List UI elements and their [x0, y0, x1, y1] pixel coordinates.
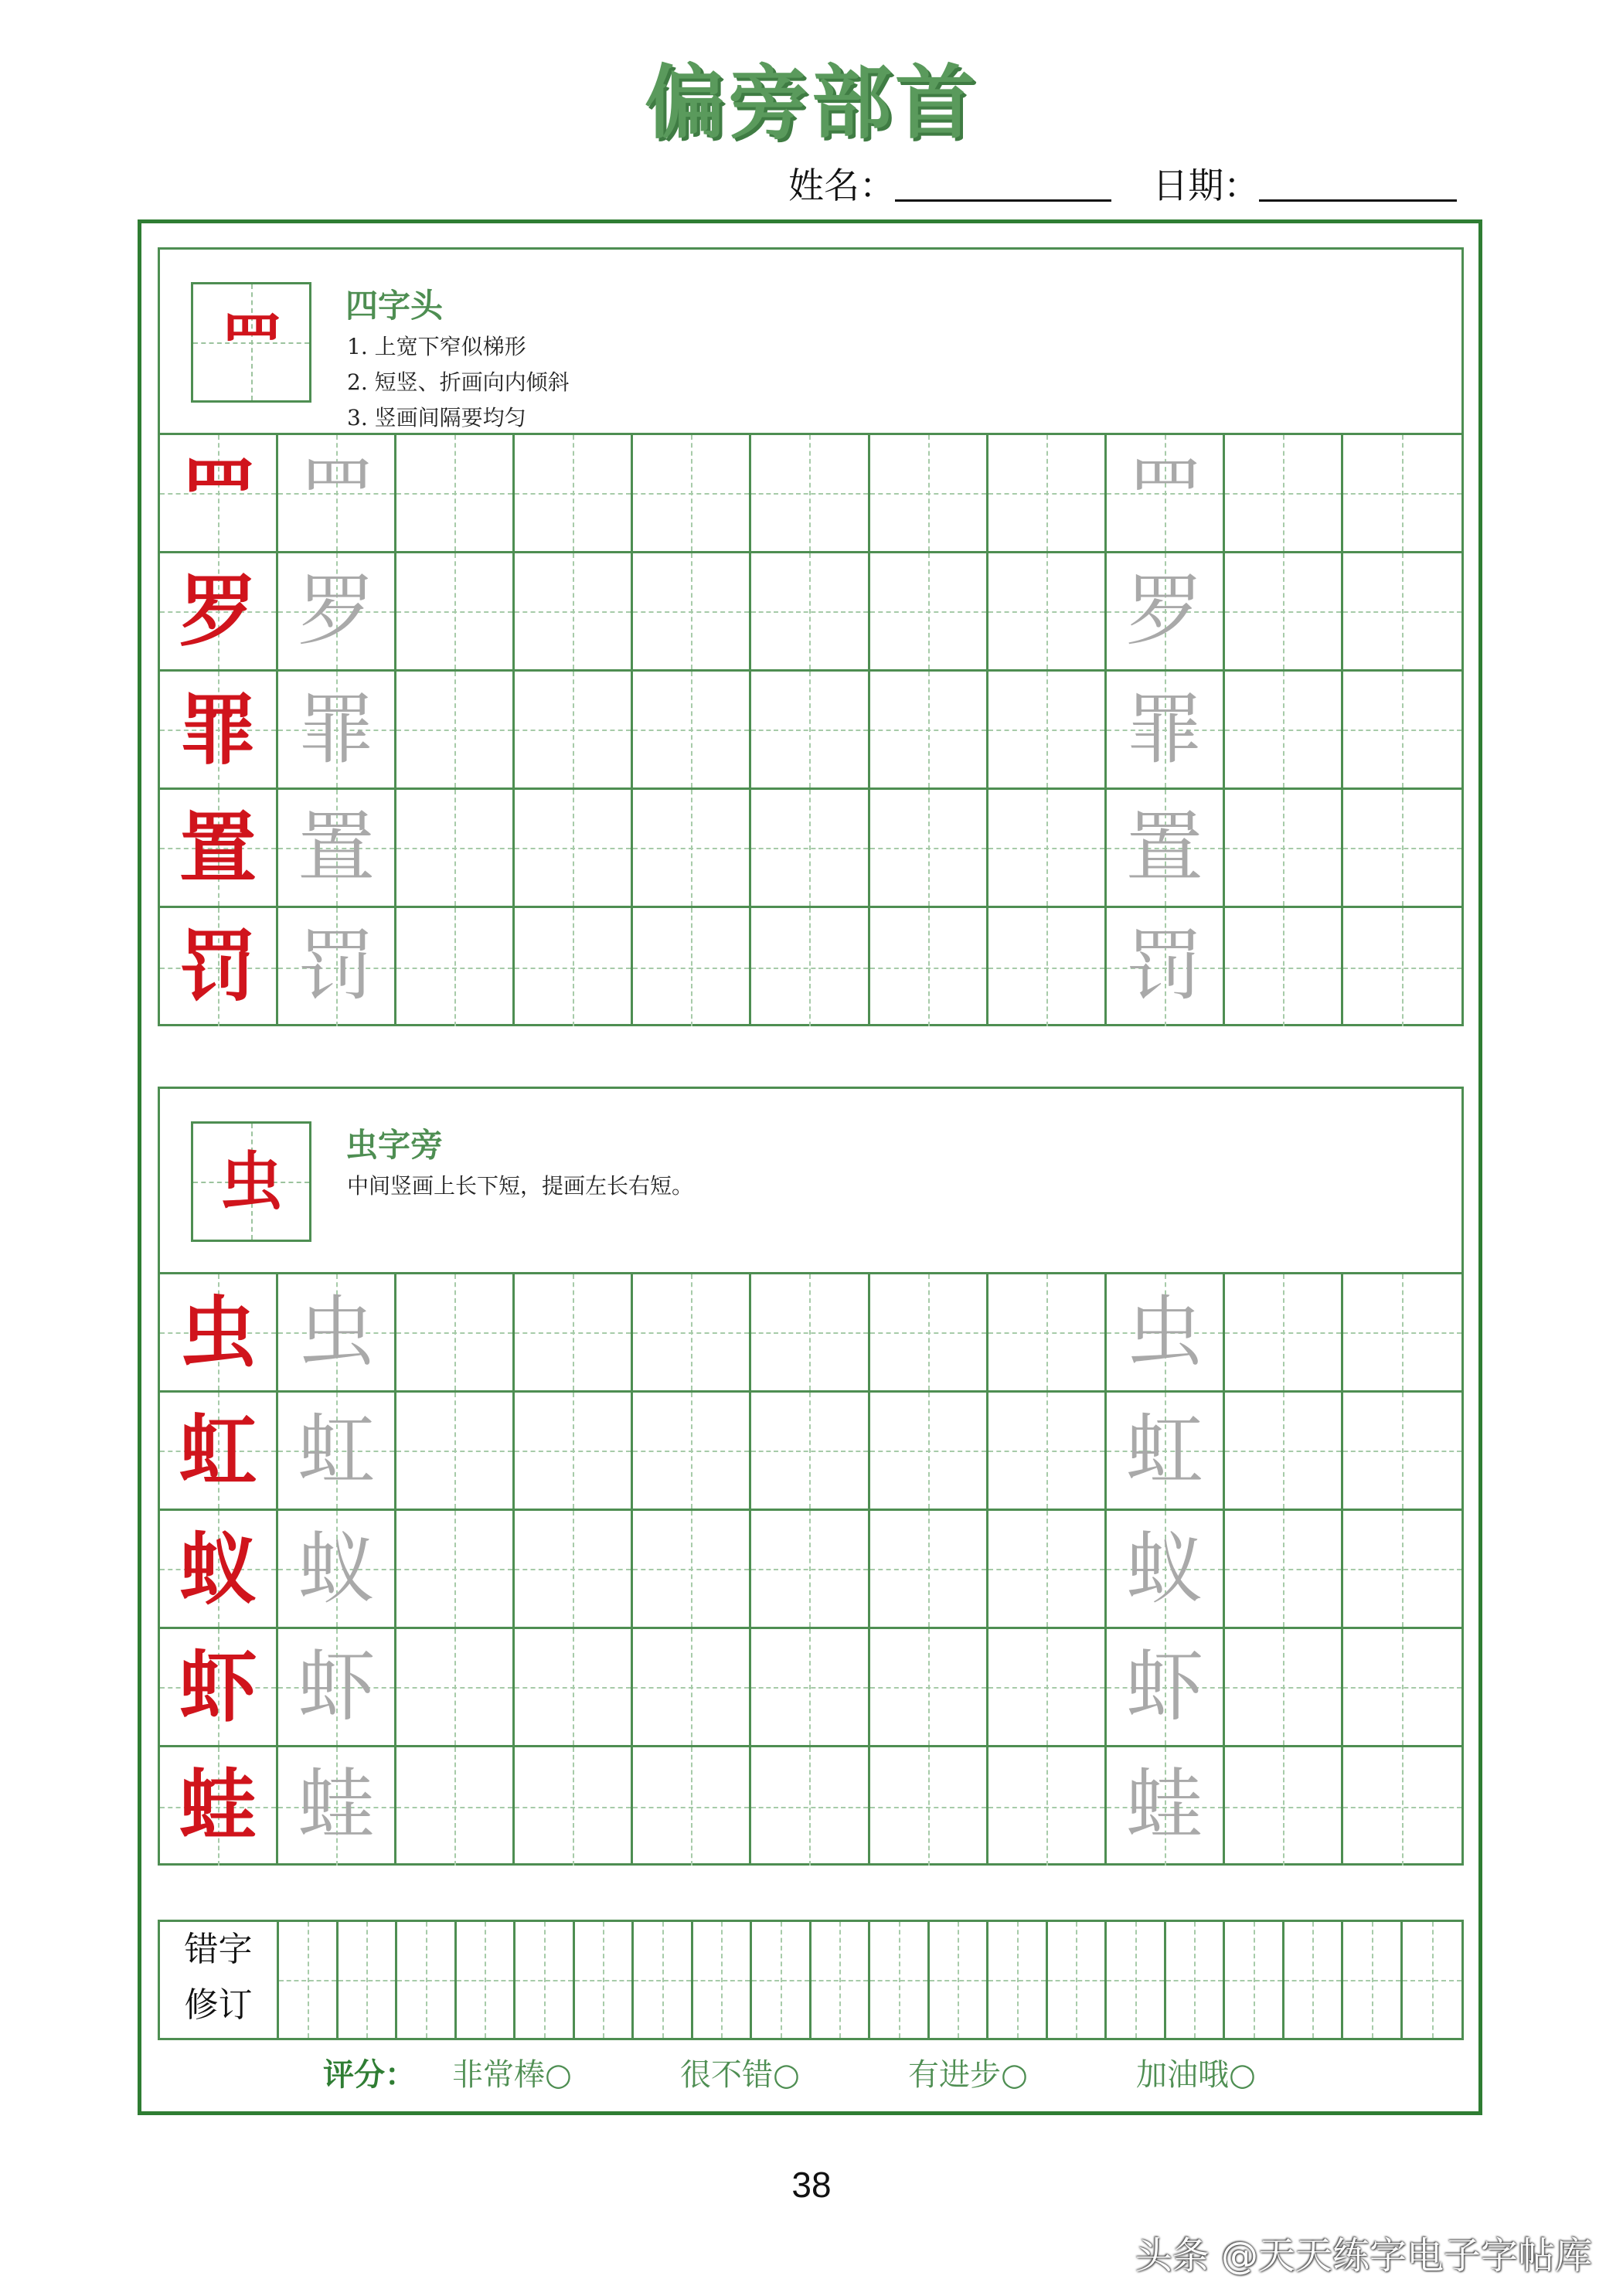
practice-cell[interactable] — [515, 1511, 633, 1629]
radical-char: 罒 — [219, 305, 283, 379]
practice-row — [160, 435, 1461, 553]
practice-cell[interactable] — [988, 1511, 1107, 1629]
correction-cell[interactable] — [988, 1922, 1048, 2038]
practice-cell[interactable] — [751, 1393, 869, 1511]
date-blank[interactable] — [1259, 168, 1457, 202]
trace-char: 蚁 — [298, 1523, 376, 1614]
model-char: 罚 — [179, 920, 257, 1012]
practice-cell[interactable] — [633, 672, 751, 790]
practice-cell[interactable] — [751, 1629, 869, 1747]
practice-cell[interactable] — [1343, 553, 1461, 672]
practice-cell[interactable] — [1343, 1511, 1461, 1629]
trace-char: 虾 — [298, 1641, 376, 1732]
trace-char: 罒 — [298, 447, 376, 538]
practice-cell[interactable] — [1343, 908, 1461, 1026]
section-name: 四字头 — [345, 287, 444, 325]
trace-char: 罒 — [1125, 447, 1203, 538]
trace-char: 蛙 — [298, 1760, 376, 1850]
practice-cell[interactable] — [633, 1511, 751, 1629]
practice-row — [160, 1393, 1461, 1511]
rating-bar — [0, 2048, 1623, 2102]
practice-cell[interactable] — [278, 1511, 396, 1629]
practice-cell[interactable] — [515, 672, 633, 790]
practice-cell[interactable] — [1107, 1393, 1225, 1511]
practice-cell[interactable] — [633, 553, 751, 672]
radical-char: 虫 — [219, 1145, 283, 1219]
practice-cell[interactable] — [1225, 435, 1343, 553]
correction-cell[interactable] — [634, 1922, 693, 2038]
practice-cell[interactable] — [160, 553, 278, 672]
model-char: 蛙 — [179, 1760, 257, 1851]
practice-cell[interactable] — [1225, 1274, 1343, 1393]
practice-cell[interactable] — [160, 1511, 278, 1629]
practice-cell[interactable] — [1225, 1511, 1343, 1629]
practice-cell[interactable] — [751, 435, 869, 553]
tip-1: 1. 上宽下窄似梯形 — [347, 334, 526, 359]
practice-cell[interactable] — [1343, 435, 1461, 553]
correction-cell[interactable] — [812, 1922, 871, 2038]
practice-cell[interactable] — [633, 1393, 751, 1511]
practice-cell[interactable] — [396, 1393, 515, 1511]
practice-cell[interactable] — [396, 1274, 515, 1393]
practice-cell[interactable] — [751, 1274, 869, 1393]
correction-cell[interactable] — [397, 1922, 457, 2038]
practice-cell[interactable] — [633, 435, 751, 553]
correction-row — [158, 1920, 1464, 2040]
practice-cell[interactable] — [751, 1511, 869, 1629]
practice-cell[interactable] — [870, 1629, 988, 1747]
rating-option-excellent[interactable]: 非常棒○ — [452, 2057, 572, 2093]
practice-row — [160, 1511, 1461, 1629]
practice-cell[interactable] — [870, 1393, 988, 1511]
model-char: 置 — [179, 802, 257, 893]
practice-cell[interactable] — [870, 435, 988, 553]
practice-cell[interactable] — [1343, 1629, 1461, 1747]
practice-cell[interactable] — [278, 553, 396, 672]
correction-cell[interactable] — [1107, 1922, 1166, 2038]
practice-cell[interactable] — [160, 1274, 278, 1393]
model-char: 蚁 — [179, 1523, 257, 1614]
model-char: 罗 — [179, 566, 257, 657]
practice-cell[interactable] — [751, 672, 869, 790]
practice-cell[interactable] — [396, 908, 515, 1026]
practice-cell[interactable] — [515, 1274, 633, 1393]
practice-cell[interactable] — [633, 1747, 751, 1866]
model-char: 虫 — [179, 1287, 257, 1378]
tip-2: 2. 短竖、折画向内倾斜 — [347, 369, 570, 395]
practice-cell[interactable] — [278, 790, 396, 908]
practice-cell[interactable] — [160, 1629, 278, 1747]
practice-cell[interactable] — [633, 790, 751, 908]
practice-row — [160, 1629, 1461, 1747]
correction-cell[interactable] — [339, 1922, 398, 2038]
practice-cell[interactable] — [988, 1274, 1107, 1393]
practice-cell[interactable] — [278, 435, 396, 553]
trace-char: 罪 — [1125, 684, 1203, 774]
trace-char: 罪 — [298, 684, 376, 774]
practice-cell[interactable] — [633, 1274, 751, 1393]
practice-cell[interactable] — [515, 553, 633, 672]
practice-cell[interactable] — [1107, 1629, 1225, 1747]
correction-cell[interactable] — [1284, 1922, 1344, 2038]
practice-cell[interactable] — [1225, 1747, 1343, 1866]
practice-cell[interactable] — [1225, 1629, 1343, 1747]
practice-cell[interactable] — [1343, 1393, 1461, 1511]
practice-cell[interactable] — [1107, 1747, 1225, 1866]
practice-cell[interactable] — [870, 790, 988, 908]
practice-cell[interactable] — [1107, 908, 1225, 1026]
practice-cell[interactable] — [396, 1747, 515, 1866]
practice-cell[interactable] — [1225, 672, 1343, 790]
practice-cell[interactable] — [160, 1747, 278, 1866]
practice-cell[interactable] — [1225, 553, 1343, 672]
correction-cell[interactable] — [1343, 1922, 1403, 2038]
correction-cell[interactable] — [457, 1922, 516, 2038]
practice-cell[interactable] — [515, 1629, 633, 1747]
trace-char: 虾 — [1125, 1641, 1203, 1732]
practice-cell[interactable] — [160, 1393, 278, 1511]
practice-cell[interactable] — [1343, 672, 1461, 790]
practice-cell[interactable] — [278, 1393, 396, 1511]
practice-cell[interactable] — [515, 435, 633, 553]
rating-option-good[interactable]: 很不错○ — [680, 2057, 800, 2093]
practice-cell[interactable] — [1107, 672, 1225, 790]
section-info — [160, 1089, 1461, 1274]
trace-char: 罚 — [1125, 920, 1203, 1011]
practice-cell[interactable] — [988, 435, 1107, 553]
practice-cell[interactable] — [988, 553, 1107, 672]
correction-cell[interactable] — [693, 1922, 753, 2038]
practice-cell[interactable] — [396, 790, 515, 908]
correction-cell[interactable] — [1166, 1922, 1226, 2038]
practice-cell[interactable] — [160, 908, 278, 1026]
section-chongzipang — [158, 1087, 1464, 1866]
practice-cell[interactable] — [515, 1393, 633, 1511]
practice-row — [160, 672, 1461, 790]
tip-3: 3. 竖画间隔要均匀 — [347, 405, 526, 430]
rating-label: 评分： — [323, 2057, 416, 2093]
practice-cell[interactable] — [396, 672, 515, 790]
practice-cell[interactable] — [1107, 553, 1225, 672]
practice-cell[interactable] — [870, 672, 988, 790]
practice-row — [160, 1274, 1461, 1393]
trace-char: 罗 — [298, 566, 376, 656]
practice-cell[interactable] — [633, 908, 751, 1026]
section-sizitou — [158, 247, 1464, 1026]
practice-cell[interactable] — [1107, 1274, 1225, 1393]
page-title: 偏旁部首 — [644, 56, 978, 150]
trace-char: 置 — [1125, 802, 1203, 893]
practice-cell[interactable] — [396, 1511, 515, 1629]
practice-cell[interactable] — [751, 1747, 869, 1866]
practice-cell[interactable] — [988, 1629, 1107, 1747]
correction-cell[interactable] — [279, 1922, 339, 2038]
practice-cell[interactable] — [1107, 1511, 1225, 1629]
practice-cell[interactable] — [870, 1511, 988, 1629]
page-number: 38 — [791, 2165, 832, 2205]
practice-cell[interactable] — [870, 553, 988, 672]
practice-cell[interactable] — [1107, 435, 1225, 553]
practice-cell[interactable] — [1343, 790, 1461, 908]
practice-cell[interactable] — [396, 435, 515, 553]
trace-char: 置 — [298, 802, 376, 893]
practice-row — [160, 1747, 1461, 1866]
practice-cell[interactable] — [870, 1747, 988, 1866]
practice-cell[interactable] — [1225, 1393, 1343, 1511]
practice-cell[interactable] — [396, 553, 515, 672]
practice-cell[interactable] — [988, 790, 1107, 908]
practice-cell[interactable] — [278, 908, 396, 1026]
trace-char: 罚 — [298, 920, 376, 1011]
correction-cell[interactable] — [1403, 1922, 1462, 2038]
name-label: 姓名： — [788, 165, 895, 206]
date-label: 日期： — [1152, 165, 1260, 206]
practice-cell[interactable] — [988, 1747, 1107, 1866]
practice-cell[interactable] — [870, 908, 988, 1026]
correction-cell[interactable] — [1225, 1922, 1284, 2038]
correction-cell[interactable] — [870, 1922, 930, 2038]
trace-char: 虹 — [1125, 1405, 1203, 1495]
practice-cell[interactable] — [160, 672, 278, 790]
practice-cell[interactable] — [988, 1393, 1107, 1511]
model-char: 罪 — [179, 684, 257, 775]
correction-label: 错字 修订 — [160, 1922, 279, 2038]
watermark: 头条 @天天练字电子字帖库 — [1135, 2234, 1592, 2277]
trace-char: 蚁 — [1125, 1523, 1203, 1614]
trace-char: 虫 — [298, 1287, 376, 1377]
correction-cell[interactable] — [752, 1922, 812, 2038]
tip-1: 中间竖画上长下短，提画左长右短。 — [347, 1173, 694, 1199]
name-date-line — [788, 158, 1457, 213]
section-info — [160, 250, 1461, 435]
practice-cell[interactable] — [751, 553, 869, 672]
section-name: 虫字旁 — [345, 1126, 444, 1164]
practice-cell[interactable] — [1107, 790, 1225, 908]
correction-cell[interactable] — [930, 1922, 989, 2038]
practice-cell[interactable] — [751, 790, 869, 908]
trace-char: 虫 — [1125, 1287, 1203, 1377]
practice-cell[interactable] — [1343, 1747, 1461, 1866]
radical-demo-box — [191, 282, 311, 403]
practice-cell[interactable] — [515, 1747, 633, 1866]
practice-cell[interactable] — [633, 1629, 751, 1747]
practice-cell[interactable] — [988, 672, 1107, 790]
practice-cell[interactable] — [515, 790, 633, 908]
trace-char: 虹 — [298, 1405, 376, 1495]
rating-option-progress[interactable]: 有进步○ — [908, 2057, 1028, 2093]
practice-cell[interactable] — [988, 908, 1107, 1026]
practice-grid — [160, 1274, 1461, 1866]
practice-cell[interactable] — [160, 790, 278, 908]
correction-cell[interactable] — [1048, 1922, 1108, 2038]
practice-row — [160, 553, 1461, 672]
practice-cell[interactable] — [278, 1629, 396, 1747]
name-blank[interactable] — [895, 168, 1111, 202]
practice-cell[interactable] — [278, 1747, 396, 1866]
correction-cell[interactable] — [575, 1922, 635, 2038]
practice-grid — [160, 435, 1461, 1026]
trace-char: 蛙 — [1125, 1760, 1203, 1850]
practice-cell[interactable] — [1343, 1274, 1461, 1393]
practice-cell[interactable] — [396, 1629, 515, 1747]
practice-row — [160, 908, 1461, 1026]
model-char: 罒 — [179, 447, 257, 539]
practice-cell[interactable] — [751, 908, 869, 1026]
correction-cell[interactable] — [515, 1922, 575, 2038]
practice-row — [160, 790, 1461, 908]
radical-demo-box — [191, 1121, 311, 1242]
practice-cell[interactable] — [160, 435, 278, 553]
model-char: 虾 — [179, 1641, 257, 1733]
model-char: 虹 — [179, 1405, 257, 1496]
practice-cell[interactable] — [515, 908, 633, 1026]
practice-cell[interactable] — [870, 1274, 988, 1393]
practice-cell[interactable] — [278, 1274, 396, 1393]
practice-cell[interactable] — [278, 672, 396, 790]
trace-char: 罗 — [1125, 566, 1203, 656]
practice-cell[interactable] — [1225, 790, 1343, 908]
practice-cell[interactable] — [1225, 908, 1343, 1026]
rating-option-keep-going[interactable]: 加油哦○ — [1136, 2057, 1256, 2093]
